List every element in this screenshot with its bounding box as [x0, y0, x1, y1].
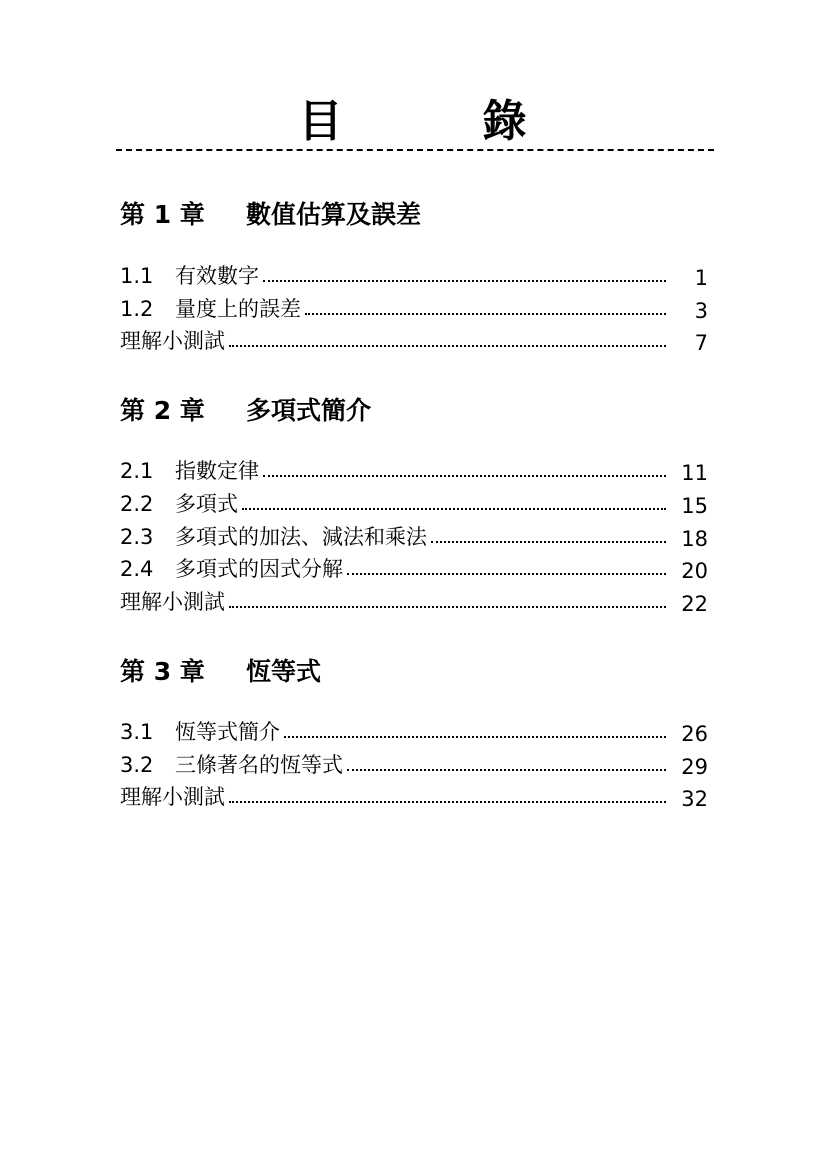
- section-title: 理解小測試: [120, 590, 225, 614]
- page-number: 11: [681, 461, 708, 485]
- page-number: 1: [694, 266, 708, 290]
- dot-leader: [229, 801, 666, 803]
- section-title: 有效數字: [175, 264, 259, 288]
- toc-entry[interactable]: [120, 261, 708, 291]
- dot-leader: [263, 475, 666, 477]
- section-number: 2.3: [120, 525, 154, 549]
- chapter-number: 第 1 章: [120, 200, 205, 229]
- section-title: 三條著名的恆等式: [175, 753, 343, 777]
- title-divider: [116, 149, 714, 151]
- toc-entry[interactable]: [120, 456, 708, 486]
- chapter-title: 數值估算及誤差: [246, 200, 422, 229]
- page-number: 22: [681, 592, 708, 616]
- toc-title: 目 錄: [298, 96, 575, 147]
- section-title: 多項式的加法、減法和乘法: [175, 525, 427, 549]
- page-number: 29: [681, 755, 708, 779]
- dot-leader: [229, 345, 666, 347]
- dot-leader: [347, 573, 666, 575]
- chapter-2-heading: [120, 395, 720, 427]
- section-number: 2.2: [120, 492, 154, 516]
- toc-entry[interactable]: [120, 489, 708, 519]
- page-number: 15: [681, 494, 708, 518]
- page-number: 18: [681, 527, 708, 551]
- section-number: 1.1: [120, 264, 154, 288]
- section-title: 理解小測試: [120, 329, 225, 353]
- section-title: 多項式的因式分解: [175, 557, 343, 581]
- section-title: 量度上的誤差: [175, 297, 301, 321]
- chapter-1-heading: [120, 199, 720, 231]
- toc-entry[interactable]: [120, 587, 708, 617]
- dot-leader: [347, 769, 666, 771]
- chapter-title: 恆等式: [246, 657, 322, 686]
- toc-entry[interactable]: [120, 782, 708, 812]
- dot-leader: [229, 606, 666, 608]
- toc-entry[interactable]: [120, 717, 708, 747]
- page-number: 20: [681, 559, 708, 583]
- section-number: 2.4: [120, 557, 154, 581]
- section-title: 恆等式簡介: [175, 720, 280, 744]
- page-number: 26: [681, 722, 708, 746]
- toc-entry[interactable]: [120, 554, 708, 584]
- section-title: 指數定律: [175, 459, 259, 483]
- section-number: 3.1: [120, 720, 154, 744]
- page-number: 3: [694, 299, 708, 323]
- section-number: 3.2: [120, 753, 154, 777]
- chapter-3-heading: [120, 656, 720, 688]
- section-number: 2.1: [120, 459, 154, 483]
- toc-entry[interactable]: [120, 522, 708, 552]
- dot-leader: [431, 541, 666, 543]
- dot-leader: [305, 313, 666, 315]
- toc-entry[interactable]: [120, 326, 708, 356]
- dot-leader: [242, 508, 666, 510]
- page-number: 32: [681, 787, 708, 811]
- toc-entry[interactable]: [120, 750, 708, 780]
- section-title: 多項式: [175, 492, 238, 516]
- chapter-number: 第 3 章: [120, 657, 205, 686]
- section-title: 理解小測試: [120, 785, 225, 809]
- section-number: 1.2: [120, 297, 154, 321]
- chapter-title: 多項式簡介: [246, 396, 372, 425]
- toc-entry[interactable]: [120, 294, 708, 324]
- page-number: 7: [694, 331, 708, 355]
- dot-leader: [284, 736, 666, 738]
- chapter-number: 第 2 章: [120, 396, 205, 425]
- dot-leader: [263, 280, 666, 282]
